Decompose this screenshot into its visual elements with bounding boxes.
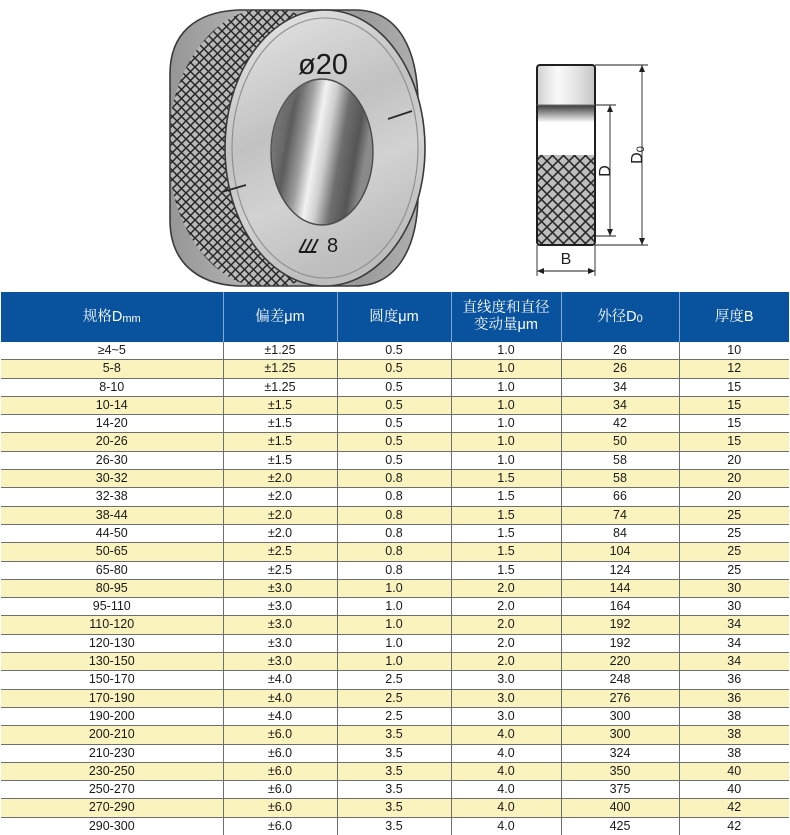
cell-roundness: 3.5: [337, 744, 451, 762]
cell-deviation: ±4.0: [223, 689, 337, 707]
cell-outer-diameter: 58: [561, 470, 679, 488]
table-row: [1, 415, 789, 433]
cell-thickness: 15: [679, 378, 789, 396]
cell-spec: 5-8: [1, 360, 223, 378]
cell-thickness: 20: [679, 470, 789, 488]
cross-section-svg: [492, 40, 682, 290]
cell-spec: 44-50: [1, 524, 223, 542]
cell-spec: 250-270: [1, 781, 223, 799]
table-row: [1, 744, 789, 762]
table-row: [1, 378, 789, 396]
cell-roundness: 0.5: [337, 378, 451, 396]
cell-outer-diameter: 400: [561, 799, 679, 817]
dimension-D0-label: [629, 146, 647, 164]
header-straightness: [451, 292, 561, 342]
cell-roundness: 1.0: [337, 634, 451, 652]
cell-deviation: ±6.0: [223, 726, 337, 744]
cell-outer-diameter: 425: [561, 817, 679, 835]
cell-roundness: 0.8: [337, 506, 451, 524]
cell-spec: ≥4~5: [1, 342, 223, 360]
cell-deviation: ±1.25: [223, 360, 337, 378]
cell-spec: 200-210: [1, 726, 223, 744]
dimension-D0-sub: 0: [635, 146, 647, 153]
cell-thickness: 10: [679, 342, 789, 360]
header-roundness-sub: μm: [398, 308, 419, 325]
cell-straightness: 1.0: [451, 342, 561, 360]
cell-thickness: 25: [679, 506, 789, 524]
cell-roundness: 0.8: [337, 470, 451, 488]
cell-straightness: 4.0: [451, 799, 561, 817]
table-row: [1, 671, 789, 689]
cell-roundness: 0.8: [337, 561, 451, 579]
cell-straightness: 1.0: [451, 415, 561, 433]
cell-roundness: 3.5: [337, 726, 451, 744]
cell-deviation: ±6.0: [223, 781, 337, 799]
cell-straightness: 1.5: [451, 470, 561, 488]
table-row: [1, 707, 789, 725]
table-row: [1, 506, 789, 524]
roughness-value: 8: [327, 235, 339, 257]
header-deviation-sub: μm: [284, 308, 305, 325]
ring-gauge-cross-section: [492, 40, 682, 290]
cell-thickness: 34: [679, 634, 789, 652]
table-row: [1, 817, 789, 835]
cell-deviation: ±1.5: [223, 433, 337, 451]
cell-straightness: 1.0: [451, 378, 561, 396]
header-spec-d: [1, 292, 223, 342]
cell-thickness: 25: [679, 543, 789, 561]
table-body: [1, 342, 789, 835]
cell-spec: 95-110: [1, 598, 223, 616]
header-deviation: [223, 292, 337, 342]
cell-outer-diameter: 192: [561, 634, 679, 652]
cell-spec: 14-20: [1, 415, 223, 433]
dimension-B: [537, 245, 595, 276]
dimension-D: [595, 105, 616, 236]
header-thickness: [679, 292, 789, 342]
cell-outer-diameter: 124: [561, 561, 679, 579]
cell-straightness: 4.0: [451, 781, 561, 799]
cell-roundness: 0.5: [337, 415, 451, 433]
cell-thickness: 34: [679, 653, 789, 671]
cell-spec: 32-38: [1, 488, 223, 506]
cell-straightness: 2.0: [451, 634, 561, 652]
cell-roundness: 3.5: [337, 781, 451, 799]
cell-thickness: 15: [679, 433, 789, 451]
cell-outer-diameter: 300: [561, 707, 679, 725]
illustration-area: [0, 0, 790, 290]
cell-roundness: 0.5: [337, 342, 451, 360]
cell-outer-diameter: 26: [561, 360, 679, 378]
cell-deviation: ±1.5: [223, 415, 337, 433]
cell-roundness: 0.8: [337, 543, 451, 561]
cell-thickness: 34: [679, 616, 789, 634]
table-row: [1, 726, 789, 744]
cell-straightness: 1.5: [451, 524, 561, 542]
cell-roundness: 2.5: [337, 707, 451, 725]
cell-deviation: ±6.0: [223, 799, 337, 817]
cell-roundness: 1.0: [337, 598, 451, 616]
cell-deviation: ±3.0: [223, 616, 337, 634]
header-spec-d-sub: mm: [122, 312, 141, 325]
cell-straightness: 2.0: [451, 616, 561, 634]
table-row: [1, 689, 789, 707]
table-row: [1, 470, 789, 488]
cell-outer-diameter: 375: [561, 781, 679, 799]
header-spec-d-main: 规格D: [82, 308, 123, 325]
cell-outer-diameter: 300: [561, 726, 679, 744]
cell-deviation: ±2.0: [223, 506, 337, 524]
header-row: [1, 292, 789, 342]
cell-spec: 150-170: [1, 671, 223, 689]
cell-spec: 290-300: [1, 817, 223, 835]
cell-deviation: ±6.0: [223, 744, 337, 762]
ring-gauge-3d: [150, 4, 500, 288]
header-outer-diameter-sub: 0: [636, 312, 643, 325]
cell-thickness: 12: [679, 360, 789, 378]
table-row: [1, 451, 789, 469]
cell-deviation: ±1.5: [223, 451, 337, 469]
cell-spec: 50-65: [1, 543, 223, 561]
cell-roundness: 1.0: [337, 653, 451, 671]
cell-outer-diameter: 276: [561, 689, 679, 707]
cell-roundness: 1.0: [337, 579, 451, 597]
cell-straightness: 1.5: [451, 543, 561, 561]
cell-straightness: 2.0: [451, 653, 561, 671]
cell-deviation: ±2.0: [223, 488, 337, 506]
cell-deviation: ±6.0: [223, 817, 337, 835]
table-row: [1, 524, 789, 542]
cell-thickness: 38: [679, 726, 789, 744]
cell-thickness: 25: [679, 561, 789, 579]
cell-straightness: 1.5: [451, 488, 561, 506]
cell-outer-diameter: 104: [561, 543, 679, 561]
cell-roundness: 2.5: [337, 671, 451, 689]
table-row: [1, 762, 789, 780]
cell-spec: 65-80: [1, 561, 223, 579]
cell-deviation: ±6.0: [223, 762, 337, 780]
cell-roundness: 3.5: [337, 799, 451, 817]
cell-thickness: 20: [679, 488, 789, 506]
cell-outer-diameter: 220: [561, 653, 679, 671]
cell-straightness: 1.5: [451, 506, 561, 524]
cell-deviation: ±4.0: [223, 671, 337, 689]
dimension-D0: [595, 65, 648, 245]
cell-deviation: ±1.5: [223, 396, 337, 414]
cell-straightness: 4.0: [451, 726, 561, 744]
cell-spec: 210-230: [1, 744, 223, 762]
cell-thickness: 38: [679, 707, 789, 725]
cell-outer-diameter: 164: [561, 598, 679, 616]
cell-deviation: ±2.0: [223, 524, 337, 542]
cell-thickness: 15: [679, 415, 789, 433]
cell-straightness: 3.0: [451, 689, 561, 707]
cell-thickness: 20: [679, 451, 789, 469]
cell-deviation: ±2.0: [223, 470, 337, 488]
cell-spec: 130-150: [1, 653, 223, 671]
cell-thickness: 25: [679, 524, 789, 542]
cell-spec: 110-120: [1, 616, 223, 634]
cell-outer-diameter: 324: [561, 744, 679, 762]
table-row: [1, 616, 789, 634]
cell-roundness: 0.8: [337, 524, 451, 542]
cell-thickness: 42: [679, 799, 789, 817]
table-row: [1, 433, 789, 451]
cell-roundness: 0.5: [337, 433, 451, 451]
cell-outer-diameter: 26: [561, 342, 679, 360]
table-row: [1, 781, 789, 799]
header-outer-diameter: [561, 292, 679, 342]
cell-outer-diameter: 34: [561, 378, 679, 396]
cell-straightness: 1.0: [451, 396, 561, 414]
cell-outer-diameter: 74: [561, 506, 679, 524]
cell-deviation: ±3.0: [223, 598, 337, 616]
table-row: [1, 543, 789, 561]
cell-straightness: 1.0: [451, 451, 561, 469]
cell-roundness: 3.5: [337, 817, 451, 835]
cell-thickness: 42: [679, 817, 789, 835]
cell-spec: 20-26: [1, 433, 223, 451]
table-row: [1, 634, 789, 652]
cell-spec: 270-290: [1, 799, 223, 817]
cell-outer-diameter: 84: [561, 524, 679, 542]
cell-outer-diameter: 50: [561, 433, 679, 451]
table-row: [1, 342, 789, 360]
cell-thickness: 30: [679, 579, 789, 597]
dimension-D0-main: D: [629, 152, 646, 164]
cell-spec: 8-10: [1, 378, 223, 396]
cell-straightness: 1.0: [451, 360, 561, 378]
cell-roundness: 0.5: [337, 360, 451, 378]
cell-thickness: 15: [679, 396, 789, 414]
table-row: [1, 561, 789, 579]
section-body: [537, 65, 595, 245]
header-thickness-main: 厚度B: [714, 308, 754, 325]
cell-roundness: 1.0: [337, 616, 451, 634]
cell-outer-diameter: 248: [561, 671, 679, 689]
cell-outer-diameter: 34: [561, 396, 679, 414]
cell-spec: 10-14: [1, 396, 223, 414]
cell-straightness: 4.0: [451, 744, 561, 762]
cell-deviation: ±1.25: [223, 378, 337, 396]
cell-spec: 230-250: [1, 762, 223, 780]
cell-outer-diameter: 192: [561, 616, 679, 634]
cell-outer-diameter: 42: [561, 415, 679, 433]
cell-roundness: 3.5: [337, 762, 451, 780]
table-header: [1, 292, 789, 342]
cell-roundness: 2.5: [337, 689, 451, 707]
cell-straightness: 4.0: [451, 762, 561, 780]
cell-straightness: 1.0: [451, 433, 561, 451]
table-row: [1, 488, 789, 506]
dimension-B-label: B: [560, 251, 572, 268]
cell-spec: 170-190: [1, 689, 223, 707]
cell-spec: 38-44: [1, 506, 223, 524]
cell-deviation: ±2.5: [223, 561, 337, 579]
table-row: [1, 579, 789, 597]
cell-roundness: 0.8: [337, 488, 451, 506]
cell-thickness: 38: [679, 744, 789, 762]
cell-straightness: 3.0: [451, 707, 561, 725]
cell-deviation: ±3.0: [223, 634, 337, 652]
cell-roundness: 0.5: [337, 396, 451, 414]
table-row: [1, 598, 789, 616]
cell-thickness: 40: [679, 762, 789, 780]
cell-deviation: ±4.0: [223, 707, 337, 725]
table-row: [1, 360, 789, 378]
cell-thickness: 36: [679, 671, 789, 689]
cell-straightness: 2.0: [451, 598, 561, 616]
specification-table: [1, 292, 789, 835]
table-row: [1, 799, 789, 817]
ring-gauge-svg: [150, 4, 500, 288]
dimension-D-label: D: [597, 165, 614, 177]
cell-straightness: 4.0: [451, 817, 561, 835]
cell-straightness: 1.5: [451, 561, 561, 579]
cell-spec: 26-30: [1, 451, 223, 469]
cell-deviation: ±3.0: [223, 579, 337, 597]
cell-thickness: 36: [679, 689, 789, 707]
table-row: [1, 653, 789, 671]
header-outer-diameter-main: 外径D: [597, 308, 637, 325]
cell-outer-diameter: 58: [561, 451, 679, 469]
cell-straightness: 2.0: [451, 579, 561, 597]
header-deviation-main: 偏差: [255, 308, 285, 325]
cell-thickness: 40: [679, 781, 789, 799]
cell-spec: 190-200: [1, 707, 223, 725]
cell-outer-diameter: 144: [561, 579, 679, 597]
cell-thickness: 30: [679, 598, 789, 616]
cell-straightness: 3.0: [451, 671, 561, 689]
cell-outer-diameter: 350: [561, 762, 679, 780]
cell-deviation: ±2.5: [223, 543, 337, 561]
table-row: [1, 396, 789, 414]
diameter-marking: ø20: [298, 49, 348, 81]
header-roundness-main: 圆度: [369, 308, 399, 325]
cell-outer-diameter: 66: [561, 488, 679, 506]
cell-deviation: ±1.25: [223, 342, 337, 360]
cell-deviation: ±3.0: [223, 653, 337, 671]
header-roundness: [337, 292, 451, 342]
cell-spec: 30-32: [1, 470, 223, 488]
cell-spec: 120-130: [1, 634, 223, 652]
header-straightness-line1: 直线度和直径: [462, 300, 550, 317]
header-straightness-line2: 变动量μm: [474, 317, 538, 333]
cell-spec: 80-95: [1, 579, 223, 597]
cell-roundness: 0.5: [337, 451, 451, 469]
